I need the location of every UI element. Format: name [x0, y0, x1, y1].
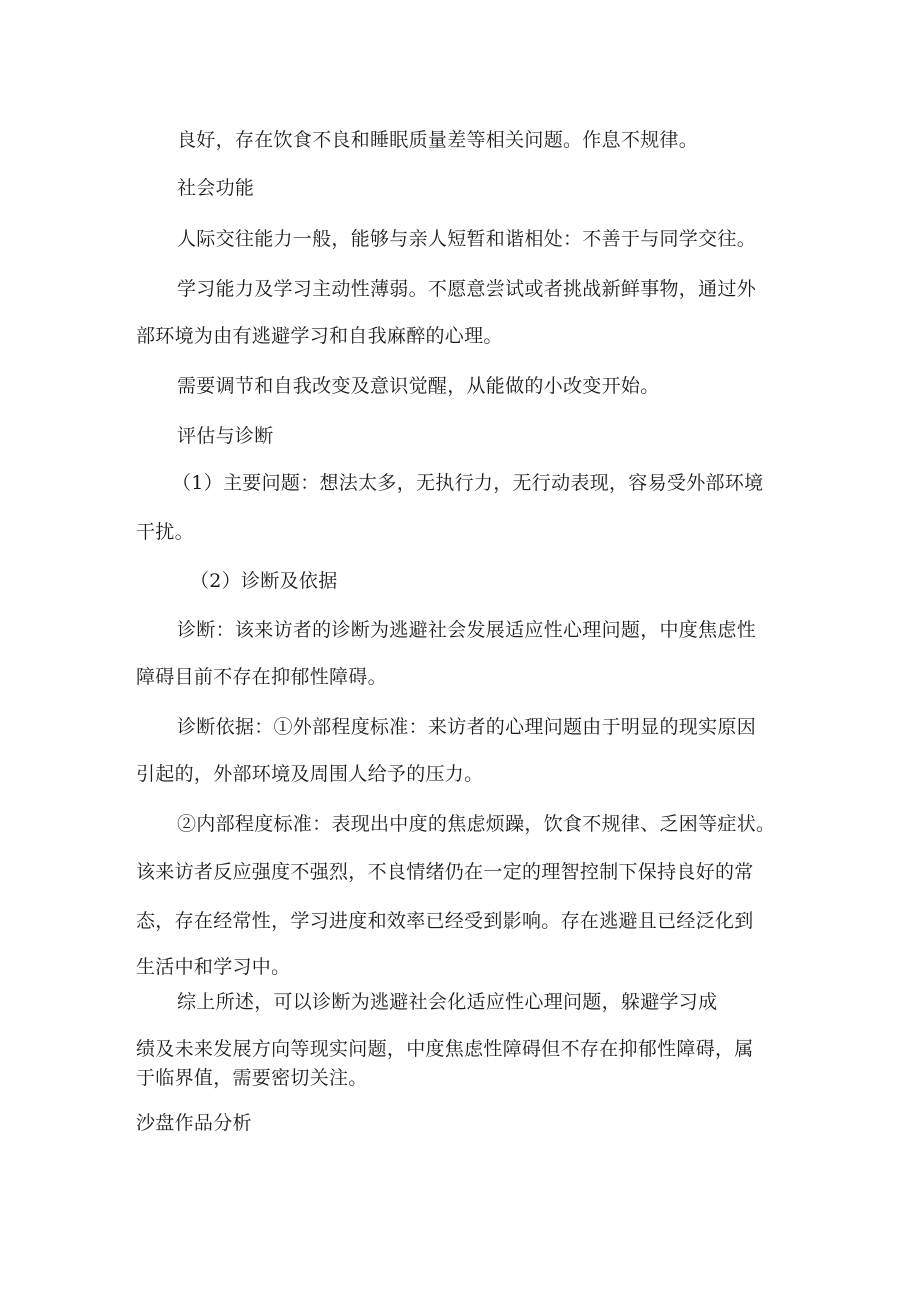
paragraph-line: 干扰。 — [136, 521, 194, 543]
paragraph-line: 需要调节和自我改变及意识觉醒，从能做的小改变开始。 — [177, 375, 660, 397]
paragraph-line: 引起的，外部环境及周围人给予的压力。 — [136, 763, 484, 785]
section-heading-assessment: 评估与诊断 — [177, 425, 274, 447]
paragraph-line: 障碍目前不存在抑郁性障碍。 — [136, 666, 387, 688]
paragraph-line: 诊断：该来访者的诊断为逃避社会发展适应性心理问题，中度焦虑性 — [177, 619, 757, 641]
paragraph-line: 部环境为由有逃避学习和自我麻醉的心理。 — [136, 325, 503, 347]
section-heading-social-function: 社会功能 — [177, 177, 255, 199]
paragraph-line: 该来访者反应强度不强烈，不良情绪仍在一定的理智控制下保持良好的常 — [136, 861, 754, 883]
paragraph-line: 生活中和学习中。 — [136, 956, 291, 978]
paragraph-line: 诊断依据：①外部程度标准：来访者的心理问题由于明显的现实原因 — [177, 716, 757, 738]
paragraph-line: （2）诊断及依据 — [190, 570, 338, 592]
paragraph-line: （1）主要问题：想法太多，无执行力，无行动表现，容易受外部环境 — [172, 472, 764, 494]
paragraph-line: 学习能力及学习主动性薄弱。不愿意尝试或者挑战新鲜事物，通过外 — [177, 278, 757, 300]
paragraph-line: 人际交往能力一般，能够与亲人短暂和谐相处：不善于与同学交往。 — [177, 228, 757, 250]
paragraph-line: 良好，存在饮食不良和睡眠质量差等相关问题。作息不规律。 — [177, 129, 699, 151]
paragraph-line: 综上所述，可以诊断为逃避社会化适应性心理问题，躲避学习成 — [177, 991, 718, 1013]
section-heading-sandplay: 沙盘作品分析 — [136, 1112, 252, 1134]
paragraph-line: 于临界值，需要密切关注。 — [136, 1067, 368, 1089]
paragraph-line: 态，存在经常性，学习进度和效率已经受到影响。存在逃避且已经泛化到 — [136, 910, 754, 932]
paragraph-line: 绩及未来发展方向等现实问题，中度焦虑性障碍但不存在抑郁性障碍，属 — [136, 1038, 754, 1060]
paragraph-line: ②内部程度标准：表现出中度的焦虑烦躁，饮食不规律、乏困等症状。 — [177, 813, 776, 835]
